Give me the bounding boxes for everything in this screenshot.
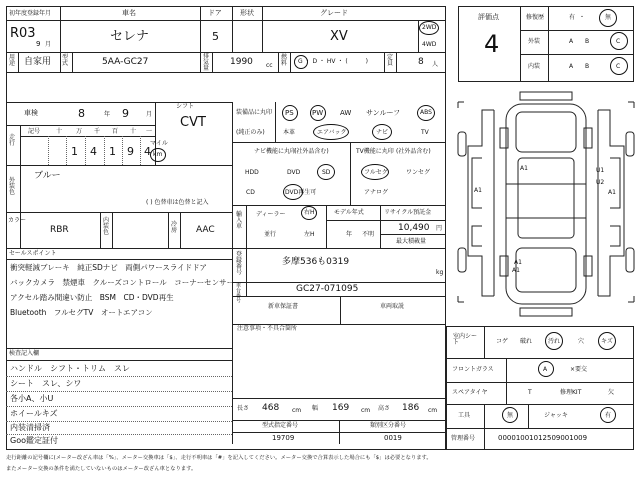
interior-opt-scratch: キズ: [601, 338, 613, 345]
damage-mark-a1-left: A1: [474, 187, 482, 194]
tv-analog: アナログ: [364, 189, 389, 196]
inspector-line-4: ホイールキズ: [10, 409, 58, 418]
chassis-value: GC27-071095: [296, 284, 359, 294]
inspector-notes-label: 検査記入欄: [9, 350, 40, 357]
tv-oneseg: ワンセグ: [406, 169, 431, 176]
equip-abs: ABS: [420, 109, 432, 116]
interior-opt-hole: 穴: [578, 338, 585, 345]
sales-points-label: セールスポイント: [9, 250, 57, 257]
drive-2wd: 2WD: [422, 24, 437, 31]
reg-month-unit: 月: [45, 41, 52, 48]
door-label: ドア: [208, 9, 222, 17]
exterior-color-value: ブルー: [34, 171, 61, 181]
navi-sub-label: (社外品含む): [294, 148, 329, 155]
inspector-line-5: 内装清掃済: [10, 423, 50, 432]
exterior-grade-b: B: [585, 38, 590, 45]
mileage-digit-5: 4: [144, 145, 151, 158]
tools-opt: 無: [507, 412, 514, 419]
exterior-color-label: 外装色: [9, 177, 16, 196]
interior-opt-tear: 破れ: [520, 338, 533, 345]
tv-label: TV機能に丸印: [356, 148, 394, 155]
sales-point-line-4: Bluetooth フルセグTV オートエアコン: [10, 308, 153, 317]
inspector-line-2: シート スレ、シワ: [10, 379, 82, 388]
cooling-label: 冷房: [171, 221, 178, 234]
mileage-unit-3: 百: [112, 128, 119, 135]
capacity-unit: 人: [432, 61, 439, 68]
mileage-unit-1: 万: [76, 128, 83, 135]
equip-sunroof: サンルーフ: [366, 109, 401, 117]
capacity-value: 8: [418, 57, 424, 67]
width-label: 幅: [312, 405, 319, 412]
tv-fullseg: フルセグ: [364, 169, 388, 176]
fuel-label: 燃料: [281, 54, 288, 67]
inspector-line-1: ハンドル シフト・トリム スレ: [10, 364, 130, 373]
inspection-label: 車検: [24, 109, 38, 117]
mileage-digit-1: 1: [71, 145, 78, 158]
interior-grade-c: C: [616, 63, 621, 70]
interior-opt-dirt: 汚れ: [548, 338, 561, 345]
recycle-unit: 円: [436, 225, 443, 232]
mileage-unit-4: 十: [130, 128, 137, 135]
import-dealer: ディーラー: [256, 211, 286, 218]
grade-label: グレード: [320, 9, 348, 17]
inspector-line-6: Goo鑑定証付: [10, 436, 58, 445]
spare-opt-none: 欠: [608, 389, 615, 396]
jack-opt: 有: [605, 412, 612, 419]
exterior-grade-label: 外装: [528, 38, 541, 45]
model-year-label: モデル年式: [334, 209, 364, 216]
model-cert-label: 型式指定番号: [262, 422, 299, 429]
navi-sd: SD: [322, 169, 331, 176]
exterior-grade-a: A: [569, 38, 574, 45]
damage-mark-a1-right: A1: [608, 189, 616, 196]
front-glass-label: フロントガラス: [452, 366, 494, 373]
class-label: 類別区分番号: [370, 422, 407, 429]
spare-opt-t: T: [528, 389, 532, 396]
equipment-label: 装備品に丸印: [236, 109, 273, 116]
door-value: 5: [212, 30, 219, 43]
mileage-digit-3: 1: [109, 145, 116, 158]
length-value: 468: [262, 403, 280, 413]
navi-dvd-play: DVD再生可: [285, 189, 317, 196]
inspection-year-unit: 年: [104, 111, 111, 118]
sales-point-line-3: アクセル踏み間違い防止 BSM CD・DVD再生: [10, 293, 174, 302]
footer-note-line-1: 走行距離の記号欄に(メーター改ざん車は「%」、メーター交換車は「$」、走行不明車は「#」を記入してください。メーター交換で合算表示した場合にも「$」は必要となります。: [6, 455, 432, 461]
import-handle-right: 右H: [304, 209, 315, 216]
recycle-value: 10,490: [398, 223, 430, 233]
import-label: 輸入車: [236, 211, 243, 230]
repair-opt-no: 無: [605, 14, 612, 21]
mile-label: マイル: [150, 140, 168, 147]
shift-value: CVT: [180, 115, 206, 130]
import-handle-left: 左H: [304, 231, 315, 238]
sales-point-line-1: 衝突軽減ブレーキ 純正SDナビ 両側パワースライドドア: [10, 263, 207, 272]
color-code-value: RBR: [50, 225, 69, 235]
equip-airbag: エアバック: [317, 129, 347, 136]
class-value: 0019: [384, 434, 402, 442]
exterior-grade-c: C: [616, 38, 621, 45]
equip-aw: AW: [340, 109, 352, 117]
reg-month-value: 9: [36, 40, 41, 48]
mileage-sub-label: 記号: [28, 128, 41, 135]
notes-label: 注意事項・不具合箇所: [237, 325, 298, 332]
mileage-digit-2: 4: [90, 145, 97, 158]
damage-mark-u2: U2: [596, 179, 605, 186]
drive-4wd: 4WD: [422, 41, 437, 48]
repair-dots: ・: [579, 14, 586, 21]
footer-note-line-2: またメーター交換の条件を満たしていないものはメーター改ざん車となります。: [6, 466, 197, 472]
equip-ps: PS: [285, 109, 294, 117]
width-value: 169: [332, 403, 350, 413]
use-value: 自家用: [24, 57, 52, 67]
plate-label: 登録番号: [236, 251, 243, 276]
interior-opt-burn: コゲ: [496, 338, 509, 345]
manual-label: 車両取説: [380, 303, 405, 310]
interior-seat-label: 室内シート: [453, 333, 478, 346]
shape-label: 形状: [240, 9, 254, 17]
glass-opt-a: A: [543, 366, 548, 373]
type-label: 型式: [62, 54, 69, 67]
mileage-unit-0: 十: [56, 128, 63, 135]
repair-opt-yes: 有: [569, 14, 576, 21]
disp-value: 1990: [230, 57, 253, 67]
type-value: 5AA-GC27: [102, 57, 149, 67]
grade-value: XV: [330, 29, 348, 44]
damage-mark-a1-front: A1: [520, 165, 528, 172]
length-label: 長さ: [237, 405, 250, 412]
model-year-unit: 年: [346, 231, 353, 238]
mgmt-number-label: 管理番号: [451, 435, 476, 442]
car-name-label: 車名: [122, 9, 136, 17]
equip-navi: ナビ: [376, 129, 389, 136]
height-label: 高さ: [378, 405, 391, 412]
mileage-unit-5: 一: [146, 128, 153, 135]
navi-label: ナビ機能に丸印: [254, 148, 297, 155]
inspection-month-unit: 月: [146, 111, 153, 118]
cooling-value: AAC: [196, 225, 215, 235]
inspection-year: 8: [78, 107, 85, 120]
max-load-label: 最大積載量: [396, 238, 427, 245]
reg-date-value: R03: [10, 26, 36, 41]
recycle-label: リサイクル預託金: [384, 209, 432, 216]
length-unit: cm: [292, 407, 302, 414]
damage-mark-u1: U1: [596, 167, 605, 174]
interior-grade-b: B: [585, 63, 590, 70]
score-value: 4: [484, 30, 500, 58]
interior-color-label: 内装色: [103, 217, 110, 236]
plate-value: 多摩536も0319: [282, 257, 350, 267]
height-unit: cm: [428, 407, 438, 414]
car-damage-diagram: [454, 88, 638, 322]
equip-pw: PW: [312, 109, 324, 117]
width-unit: cm: [361, 407, 371, 414]
navi-cd: CD: [246, 189, 255, 196]
sales-point-line-2: バックカメラ 禁煙車 クルーズコントロール コーナーセンサー: [10, 278, 235, 287]
navi-hdd: HDD: [245, 169, 259, 176]
spare-opt-kit: 修理KIT: [560, 389, 582, 396]
inspection-month: 9: [122, 107, 129, 120]
interior-grade-a: A: [569, 63, 574, 70]
chassis-label: 車台番号: [236, 283, 242, 304]
car-name-value: セレナ: [110, 29, 150, 44]
use-label: 用途: [9, 54, 16, 67]
color-change-note: ( ) 色替車は色替と記入: [146, 199, 209, 206]
import-parallel: 並行: [264, 231, 277, 238]
disp-unit: cc: [266, 62, 273, 69]
interior-grade-label: 内装: [528, 63, 541, 70]
mgmt-number-value: 00001001012509001009: [498, 434, 588, 442]
jack-label: ジャッキ: [544, 412, 568, 419]
fuel-options: G ・ D ・ HV ・ ( ): [298, 58, 369, 65]
glass-opt-replace: ×要交: [570, 366, 588, 373]
capacity-label: 定員: [387, 54, 394, 67]
color-code-label: カラー: [8, 217, 27, 224]
damage-mark-a1-rear-left: A1: [514, 259, 522, 266]
mileage-unit-2: 千: [94, 128, 101, 135]
model-cert-value: 19709: [272, 434, 295, 442]
model-year-unknown: 不明: [362, 231, 375, 238]
mileage-digit-4: 9: [127, 145, 134, 158]
warranty-label: 新車保証書: [268, 303, 299, 310]
navi-dvd: DVD: [287, 169, 301, 176]
score-label: 評価点: [478, 13, 499, 21]
mileage-label: 走行: [9, 134, 16, 147]
equipment-sub-label: (純正のみ): [236, 129, 265, 136]
damage-mark-a1-rear: A1: [512, 267, 520, 274]
disp-label: 排気量: [203, 53, 210, 72]
reg-date-label: 初年度登録年月: [9, 10, 52, 17]
equip-leather: 本革: [283, 129, 296, 136]
height-value: 186: [402, 403, 420, 413]
km-label: km: [153, 151, 163, 158]
max-load-unit: kg: [436, 269, 444, 276]
tools-label: 工具: [458, 412, 471, 419]
equip-tv: TV: [421, 129, 429, 136]
repair-history-label: 修復歴: [526, 14, 545, 21]
spare-tire-label: スペアタイヤ: [452, 389, 488, 396]
tv-sub-label: (社外品含む): [396, 148, 431, 155]
shift-label: シフト: [176, 103, 195, 110]
inspector-line-3: 各小A、小U: [10, 394, 54, 403]
